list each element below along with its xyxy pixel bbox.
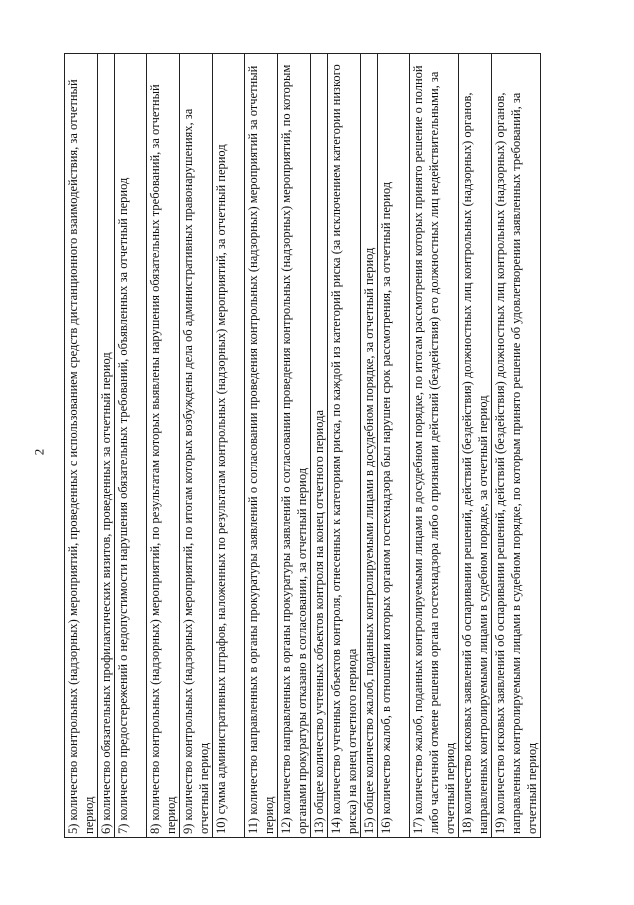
table-row xyxy=(65,54,98,838)
indicator-text: 17) количество жалоб, поданных контролируемыми лицами в досудебном порядке, по итогам рассмотрения которых принято решение о полной либо частичной отмене решения органа гостехнадзора либо о признании действий (бездействия) его должностных лиц недействительными, за отчетный период xyxy=(410,54,459,838)
indicator-text: 16) количество жалоб, в отношении которых органом гостехнадзора был нарушен срок рассмотрения, за отчетный период xyxy=(378,54,410,838)
table-row xyxy=(213,54,245,838)
indicator-text: 7) количество предостережений о недопустимости нарушения обязательных требований, объявленных за отчетный период xyxy=(115,54,147,838)
table-row xyxy=(98,54,115,838)
indicator-text: 11) количество направленных в органы прокуратуры заявлений о согласовании проведения контрольных (надзорных) мероприятий за отчетный период xyxy=(245,54,278,838)
indicator-text: 8) количество контрольных (надзорных) мероприятий, по результатам которых выявлены нарушения обязательных требований, за отчетный период xyxy=(147,54,180,838)
table-row xyxy=(410,54,459,838)
table-row xyxy=(115,54,147,838)
table-row xyxy=(492,54,541,838)
table-row xyxy=(459,54,492,838)
table-row xyxy=(311,54,328,838)
indicator-text: 15) общее количество жалоб, поданных контролируемыми лицами в досудебном порядке, за отчетный период xyxy=(361,54,378,838)
table-row xyxy=(147,54,180,838)
table-row xyxy=(328,54,361,838)
indicator-text: 14) количество учтенных объектов контроля, отнесенных к категориям риска, по каждой из категорий риска (за исключением категории низкого риска) на конец отчетного периода xyxy=(328,54,361,838)
table-row xyxy=(245,54,278,838)
rotated-page-content xyxy=(64,54,582,838)
page-number: 2 xyxy=(31,448,47,456)
indicators-table-body xyxy=(65,54,541,838)
table-row xyxy=(361,54,378,838)
indicator-text: 5) количество контрольных (надзорных) мероприятий, проведенных с использованием средств дистанционного взаимодействия, за отчетный период xyxy=(65,54,98,838)
indicators-table xyxy=(64,53,541,838)
indicator-text: 13) общее количество учтенных объектов контроля на конец отчетного периода xyxy=(311,54,328,838)
indicator-text: 12) количество направленных в органы прокуратуры заявлений о согласовании проведения контрольных (надзорных) мероприятий, по которым органами прокуратуры отказано в согласовании, за отчетный период xyxy=(278,54,311,838)
table-row xyxy=(278,54,311,838)
indicator-text: 9) количество контрольных (надзорных) мероприятий, по итогам которых возбуждены дела об административных правонарушениях, за отчетный период xyxy=(180,54,213,838)
table-row xyxy=(180,54,213,838)
indicator-text: 10) сумма административных штрафов, наложенных по результатам контрольных (надзорных) мероприятий, за отчетный период xyxy=(213,54,245,838)
indicator-text: 6) количество обязательных профилактических визитов, проведенных за отчетный период xyxy=(98,54,115,838)
indicator-text: 19) количество исковых заявлений об оспаривании решений, действий (бездействия) должностных лиц контрольных (надзорных) органов, направленных контролируемыми лицами в судебном порядке, по которым принято решение об удовлетворении заявленных требований, за отчетный период xyxy=(492,54,541,838)
indicator-text: 18) количество исковых заявлений об оспаривании решений, действий (бездействия) должностных лиц контрольных (надзорных) органов, направленных контролируемыми лицами в судебном порядке, за отчетный период xyxy=(459,54,492,838)
table-row xyxy=(378,54,410,838)
